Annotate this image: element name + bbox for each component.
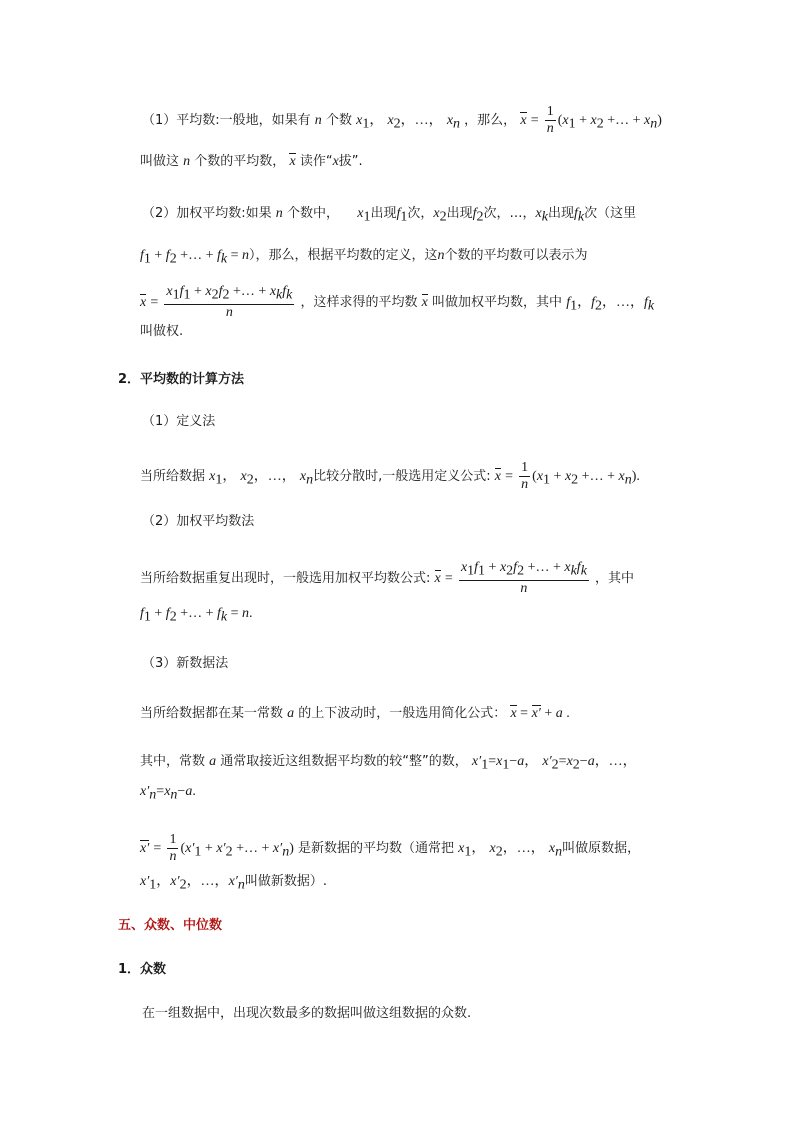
text: 出现: [446, 206, 473, 221]
text: 叫做新数据）.: [244, 874, 327, 889]
method-1-text: 当所给数据 $x_1$， $x_2$，…， $x_n$比较分散时,一般选用定义公式: x = $\frac{1}{n}$ ($x_1 + x_2$ +… + $x_n$).: [140, 460, 640, 492]
subsection-heading-mode: 1．众数: [118, 962, 167, 977]
method-1-title: （1）定义法: [142, 414, 216, 429]
method-3-text: 当所给数据都在某一常数 a 的上下波动时，一般选用简化公式： x = x′ + a .: [140, 706, 570, 721]
text: 拔”.: [338, 154, 363, 169]
text: （2）加权平均数:如果: [142, 206, 272, 221]
text: 次，: [407, 206, 434, 221]
text: 叫做原数据，: [562, 841, 641, 856]
method-3-explain-line-2: $x'_n=x_n-a$.: [140, 784, 196, 803]
text: 当所给数据都在某一常数: [140, 706, 284, 721]
text: 叫做权.: [140, 324, 184, 339]
text: 出现: [547, 206, 574, 221]
text: 出现: [370, 206, 397, 221]
method-3-new-mean-line: x′ = $\frac{1}{n}$ ($x'_1 + x'_2$ +… + $x'_n$) 是新数据的平均数（通常把 $x_1$， $x_2$，…， $x_n$叫做原数据，: [140, 832, 641, 864]
section-heading-calc-methods: 2．平均数的计算方法: [118, 372, 245, 387]
method-2-title: （2）加权平均数法: [142, 514, 255, 529]
mean-definition-line-1: （1）平均数:一般地，如果有 n 个数 $x_1$， $x_2$，…， $x_n$ ，那么， x = $\frac{1}{n}$ ($x_1 + x_2$ +… + $x_n$): [142, 104, 662, 136]
text: 通常取接近这组数据平均数的较“整”的数，: [220, 754, 468, 769]
definition-formula: x = $\frac{1}{n}$ ($x_1 + x_2$ +… + $x_n$): [494, 460, 637, 492]
method-3-explain-line-1: 其中，常数 a 通常取接近这组数据平均数的较“整”的数， $x'_1=x_1-a$， $x'_2=x_2-a$，…，: [140, 754, 637, 773]
section-heading-mode-median: 五、众数、中位数: [118, 918, 223, 933]
text: 叫做这: [140, 154, 180, 169]
mean-definition-line-2: 叫做这 n 个数的平均数， x 读作“x拔”.: [140, 154, 363, 169]
weighted-formula: x = $\frac{x_1f_1 + x_2f_2 +\dots + x_kf_k}{n}$: [434, 560, 587, 596]
text: ），那么，根据平均数的定义，这: [249, 248, 438, 263]
method-3-new-data-line: $x'_1$，$x'_2$，…，$x'_n$叫做新数据）.: [140, 874, 327, 893]
method-3-title: （3）新数据法: [142, 656, 229, 671]
method-2-text: [140, 560, 635, 596]
text: （1）平均数:一般地，如果有: [142, 113, 311, 128]
text: 个数的平均数，: [194, 154, 286, 169]
weighted-mean-line-2: $f_1 + f_2$ +… + $f_k = n$），那么，根据平均数的定义，这n个数的平均数可以表示为: [140, 248, 588, 267]
text: 是新数据的平均数（通常把: [298, 841, 455, 856]
text: 当所给数据重复出现时，一般选用加权平均数公式:: [140, 570, 431, 586]
text: 当所给数据: [140, 469, 206, 484]
new-mean-formula: x′ = $\frac{1}{n}$ ($x'_1 + x'_2$ +… + $x'_n$): [140, 832, 294, 864]
text: 读作“: [299, 154, 333, 169]
method-2-text-line-2: $f_1 + f_2$ +… + $f_k = n$.: [140, 606, 253, 625]
weighted-mean-formula: x = $\frac{x_1f_1 + x_2f_2 +\dots + x_kf_k}{n}$: [140, 284, 293, 320]
text: 次，…，: [483, 206, 536, 221]
text: 个数中，: [286, 206, 339, 221]
weighted-mean-line-4: [140, 322, 183, 342]
text: 的上下波动时，一般选用简化公式：: [298, 706, 507, 721]
mean-formula: x = $\frac{1}{n}$ ($x_1 + x_2$ +… + $x_n$): [520, 104, 662, 136]
text: 个数的平均数可以表示为: [444, 248, 588, 263]
text: 次（这里: [584, 206, 637, 221]
text: 比较分散时,一般选用定义公式:: [313, 469, 491, 484]
text: ，那么，: [464, 113, 517, 128]
weighted-mean-line-1: （2）加权平均数:如果 n 个数中， $x_1$出现$f_1$次，$x_2$出现$f_2$次，…，$x_k$出现$f_k$次（这里: [142, 206, 637, 225]
weighted-mean-line-3: x = $\frac{x_1f_1 + x_2f_2 +\dots + x_kf_k}{n}$ ，这样求得的平均数 x 叫做加权平均数，其中 $f_1$，$f_2$，…，$f_k$: [140, 284, 655, 320]
text: 个数: [325, 113, 352, 128]
text: ，这样求得的平均数: [300, 294, 418, 310]
text: ，其中: [595, 570, 635, 586]
text: 其中，常数: [140, 754, 206, 769]
mode-definition: 在一组数据中，出现次数最多的数据叫做这组数据的众数.: [142, 1006, 472, 1021]
text: 叫做加权平均数，其中: [432, 294, 563, 310]
